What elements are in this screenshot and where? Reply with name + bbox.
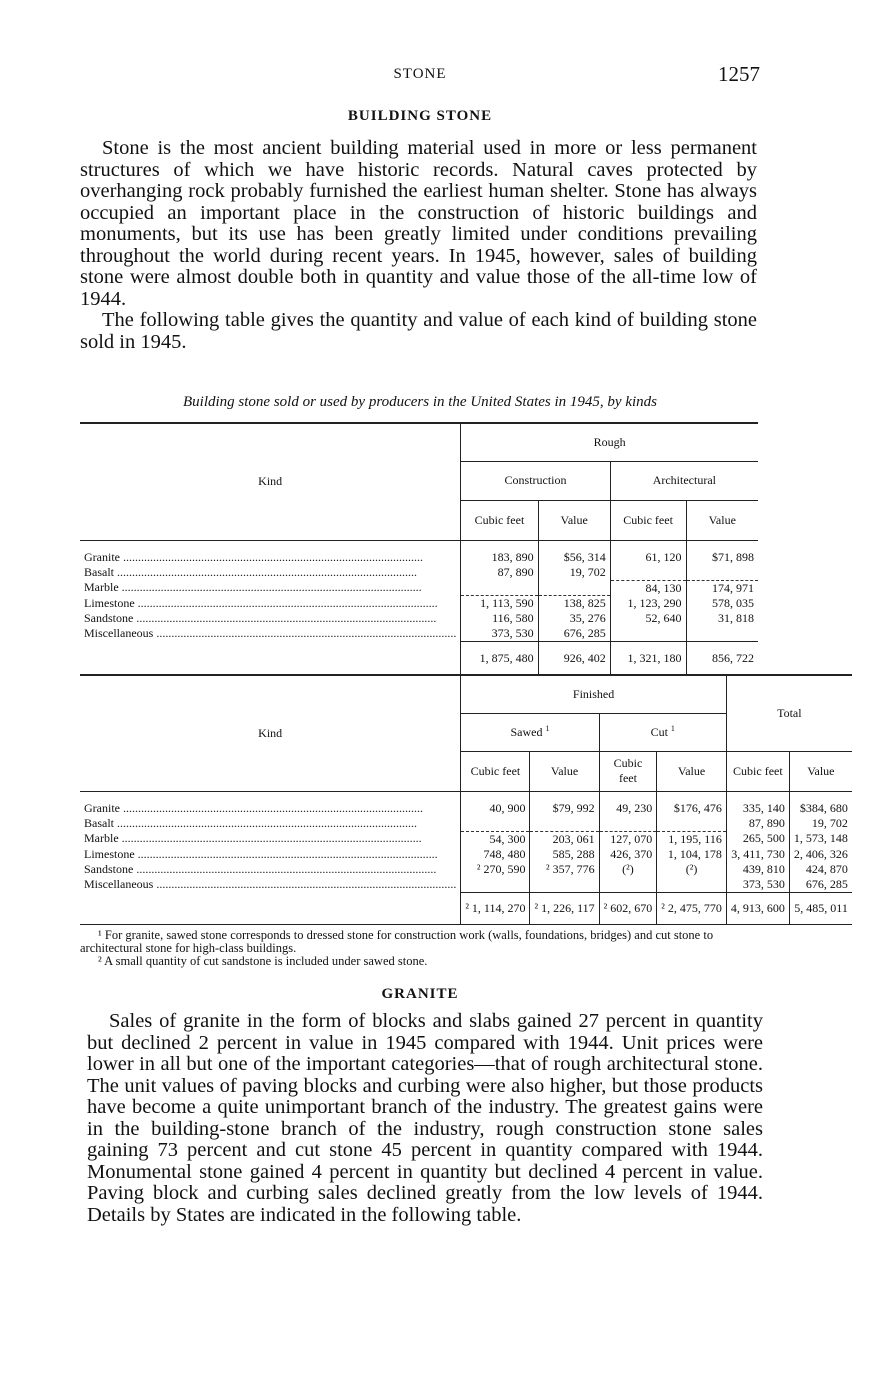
footnote: ² A small quantity of cut sandstone is included under sawed stone.	[98, 954, 428, 968]
row-kind: Marble .....	[84, 580, 422, 594]
cell: 183, 890	[461, 550, 538, 565]
cell: 52, 640	[610, 611, 686, 626]
cell	[538, 580, 610, 596]
cell: 174, 971	[686, 580, 758, 596]
total-header: Total	[726, 675, 852, 751]
col-header: Value	[657, 751, 727, 791]
total-cell: ² 1, 114, 270	[461, 892, 530, 924]
cell: 373, 530	[726, 877, 789, 893]
cell: 676, 285	[538, 626, 610, 642]
col-header: Value	[686, 500, 758, 540]
cell: 1, 195, 116	[657, 831, 727, 847]
col-header: Cubic feet	[461, 500, 538, 540]
total-cell: 1, 875, 480	[461, 642, 538, 676]
table-row	[80, 801, 852, 816]
paragraph: Stone is the most ancient building material used in more or less permanent structures of which we have historic records. Natural caves protected by overhanging rock probably furnished the earliest human shelter. Stone has always occupied an important place in the construction of historic buildings and monuments, but its use has been greatly limited under conditions prevailing throughout the world during recent years. In 1945, however, sales of building stone were almost double both in quantity and value those of the all-time low of 1944.	[80, 137, 757, 310]
page-number: 1257	[718, 62, 760, 86]
cell: 1, 113, 590	[461, 596, 538, 612]
row-kind: Miscellaneous .....	[84, 626, 456, 640]
cell: ² 270, 590	[461, 862, 530, 877]
cell: 40, 900	[461, 801, 530, 816]
cell	[461, 877, 530, 893]
cell: 49, 230	[599, 801, 657, 816]
cell: 748, 480	[461, 847, 530, 862]
row-kind: Granite .....	[84, 550, 423, 564]
cell	[610, 565, 686, 580]
row-kind: Sandstone .....	[84, 611, 436, 625]
cell: 19, 702	[538, 565, 610, 580]
cell: 19, 702	[789, 816, 852, 831]
cell: $71, 898	[686, 550, 758, 565]
sawed-header: Sawed $^1$	[461, 713, 599, 751]
table-row	[80, 580, 758, 596]
construction-header: Construction	[461, 461, 610, 500]
cell: 676, 285	[789, 877, 852, 893]
cell: 1, 104, 178	[657, 847, 727, 862]
cell: 585, 288	[530, 847, 599, 862]
row-kind: Basalt .....	[84, 816, 417, 830]
rough-header: Rough	[461, 423, 758, 461]
cell: 578, 035	[686, 596, 758, 612]
kind-header: Kind	[80, 675, 461, 791]
cell: 87, 890	[461, 565, 538, 580]
col-header: Value	[538, 500, 610, 540]
cell: 84, 130	[610, 580, 686, 596]
table-caption: Building stone sold or used by producers in the United States in 1945, by kinds	[183, 394, 657, 410]
finished-total-table	[80, 674, 852, 925]
row-kind: Sandstone .....	[84, 862, 436, 876]
total-cell: ² 2, 475, 770	[657, 892, 727, 924]
row-kind: Basalt .....	[84, 565, 417, 579]
cell: (²)	[599, 862, 657, 877]
total-cell: ² 602, 670	[599, 892, 657, 924]
cell: 2, 406, 326	[789, 847, 852, 862]
cut-header: Cut $^1$	[599, 713, 726, 751]
footnote-ref: 1	[545, 723, 550, 733]
total-cell: ² 1, 226, 117	[530, 892, 599, 924]
cell	[461, 816, 530, 831]
cell: 439, 810	[726, 862, 789, 877]
cell	[657, 877, 727, 893]
cell	[610, 626, 686, 642]
table-row	[80, 565, 758, 580]
kind-header: Kind	[80, 423, 461, 540]
cell	[599, 877, 657, 893]
col-header: Cubic feet	[461, 751, 530, 791]
cell	[686, 626, 758, 642]
cell: 203, 061	[530, 831, 599, 847]
cell	[657, 816, 727, 831]
footnote: ¹ For granite, sawed stone corresponds to dressed stone for construction work (walls, foundations, bridges) and cut stone to architectural stone for high-class buildings.	[80, 928, 714, 955]
row-kind: Limestone .....	[84, 596, 438, 610]
table-row	[80, 626, 758, 642]
section-heading-building-stone: BUILDING STONE	[347, 108, 493, 124]
footnote-ref: 1	[670, 723, 675, 733]
row-kind: Limestone .....	[84, 847, 438, 861]
cell: 31, 818	[686, 611, 758, 626]
table-row	[80, 862, 852, 877]
cell	[599, 816, 657, 831]
cell: 1, 123, 290	[610, 596, 686, 612]
cell: $176, 476	[657, 801, 727, 816]
cell: (²)	[657, 862, 727, 877]
table-row	[80, 847, 852, 862]
col-header: Value	[789, 751, 852, 791]
rough-stone-table	[80, 422, 758, 676]
cell: 127, 070	[599, 831, 657, 847]
row-kind: Miscellaneous .....	[84, 877, 456, 891]
cell: 335, 140	[726, 801, 789, 816]
col-header: Cubic feet	[610, 500, 686, 540]
cell: 1, 573, 148	[789, 831, 852, 847]
totals-row	[80, 642, 758, 676]
cell: 373, 530	[461, 626, 538, 642]
col-header: Value	[530, 751, 599, 791]
table-row	[80, 611, 758, 626]
col-header: Cubic feet	[726, 751, 789, 791]
cell: $56, 314	[538, 550, 610, 565]
paragraph: The following table gives the quantity and value of each kind of building stone sold in 1945.	[80, 309, 757, 353]
table-row	[80, 831, 852, 847]
paragraph: Sales of granite in the form of blocks and slabs gained 27 percent in quantity but declined 2 percent in value in 1945 compared with 1944. Unit prices were lower in all but one of the important categories—that of rough architectural stone. The unit values of paving blocks and curbing were also higher, but those products have become a quite unimportant branch of the industry. The greatest gains were in the building-stone branch of the industry, rough construction stone sales gaining 73 percent and cut stone 45 percent in quantity compared with 1944. Monumental stone gained 4 percent in quantity but declined 4 percent in value. Paving block and curbing sales declined greatly from the low levels of 1944. Details by States are indicated in the following table.	[87, 1010, 763, 1226]
table-row	[80, 550, 758, 565]
architectural-header: Architectural	[610, 461, 758, 500]
running-head	[80, 62, 760, 86]
granite-text	[87, 1011, 763, 1226]
cell: 138, 825	[538, 596, 610, 612]
table-row	[80, 816, 852, 831]
cell: 87, 890	[726, 816, 789, 831]
cell: ² 357, 776	[530, 862, 599, 877]
cell	[530, 816, 599, 831]
totals-row	[80, 892, 852, 924]
running-title: STONE	[393, 66, 447, 82]
cell: 424, 870	[789, 862, 852, 877]
cell: 426, 370	[599, 847, 657, 862]
total-cell: 856, 722	[686, 642, 758, 676]
total-cell: 4, 913, 600	[726, 892, 789, 924]
cell: 265, 500	[726, 831, 789, 847]
cell: 35, 276	[538, 611, 610, 626]
section-heading-granite: GRANITE	[381, 986, 459, 1002]
cell	[686, 565, 758, 580]
cell: 54, 300	[461, 831, 530, 847]
cell: 61, 120	[610, 550, 686, 565]
total-cell: 926, 402	[538, 642, 610, 676]
building-stone-text	[80, 138, 757, 353]
cell	[461, 580, 538, 596]
cell	[530, 877, 599, 893]
cell: 116, 580	[461, 611, 538, 626]
col-header: Cubic feet	[599, 751, 657, 791]
row-kind: Marble .....	[84, 831, 422, 845]
cell: $384, 680	[789, 801, 852, 816]
table-row	[80, 877, 852, 893]
finished-header: Finished	[461, 675, 727, 713]
cell: $79, 992	[530, 801, 599, 816]
cell: 3, 411, 730	[726, 847, 789, 862]
total-cell: 1, 321, 180	[610, 642, 686, 676]
table-row	[80, 596, 758, 612]
total-cell: 5, 485, 011	[789, 892, 852, 924]
row-kind: Granite .....	[84, 801, 423, 815]
footnotes	[80, 929, 760, 968]
